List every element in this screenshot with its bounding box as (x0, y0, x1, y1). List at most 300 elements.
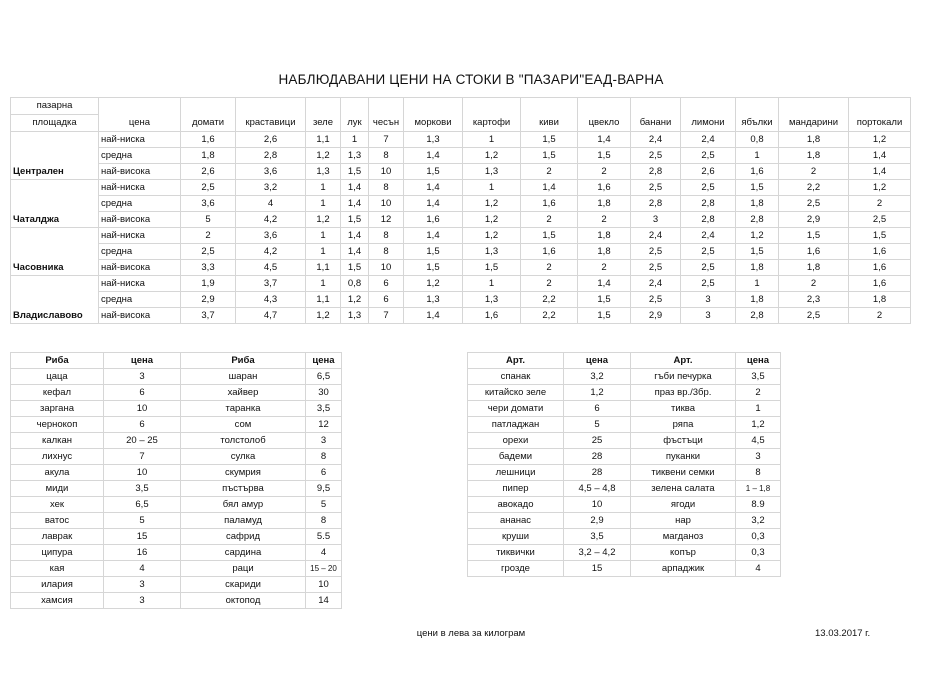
item-price: 3 (306, 433, 342, 449)
table-row (468, 513, 781, 529)
item-name: ципура (11, 545, 104, 561)
price-value: 1,5 (341, 260, 369, 276)
item-price: 4 (104, 561, 181, 577)
table-row (468, 369, 781, 385)
header-price: цена (306, 353, 342, 369)
price-value: 1,2 (463, 196, 521, 212)
item-price: 28 (564, 465, 631, 481)
price-value: 1,4 (341, 244, 369, 260)
item-name: бял амур (181, 497, 306, 513)
item-name: тиквени семки (631, 465, 736, 481)
price-value: 1,8 (578, 196, 631, 212)
item-name: акула (11, 465, 104, 481)
table-row (11, 545, 342, 561)
price-value: 2,2 (521, 308, 578, 324)
market-name: Владиславово (11, 308, 99, 324)
price-value: 3,6 (181, 196, 236, 212)
price-value: 1 (306, 196, 341, 212)
market-cell (11, 180, 99, 196)
price-value: 8 (369, 180, 404, 196)
item-price: 5 (306, 497, 342, 513)
item-price: 4,5 – 4,8 (564, 481, 631, 497)
item-name: чернокоп (11, 417, 104, 433)
item-name: сулка (181, 449, 306, 465)
price-type: най-ниска (99, 228, 181, 244)
price-value: 2 (578, 164, 631, 180)
item-name: таранка (181, 401, 306, 417)
price-value: 1,1 (306, 260, 341, 276)
table-row (468, 497, 781, 513)
price-value: 6 (369, 276, 404, 292)
price-value: 2 (578, 212, 631, 228)
price-value: 1,8 (736, 292, 779, 308)
price-value: 2,8 (631, 164, 681, 180)
header-product: моркови (404, 98, 463, 132)
item-price: 3,2 (564, 369, 631, 385)
header-product: зеле (306, 98, 341, 132)
price-value: 1,4 (521, 180, 578, 196)
price-value: 1,3 (404, 132, 463, 148)
price-value: 1 (736, 276, 779, 292)
price-value: 2 (521, 212, 578, 228)
price-value: 3,6 (236, 228, 306, 244)
item-name: круши (468, 529, 564, 545)
price-value: 1,8 (578, 244, 631, 260)
price-type: най-висока (99, 260, 181, 276)
price-value: 1,2 (404, 276, 463, 292)
price-value: 1,8 (578, 228, 631, 244)
price-value: 4,7 (236, 308, 306, 324)
price-type: най-ниска (99, 276, 181, 292)
item-price: 7 (104, 449, 181, 465)
header-product: ябълки (736, 98, 779, 132)
item-price: 16 (104, 545, 181, 561)
item-name: лаврак (11, 529, 104, 545)
item-name: гъби печурка (631, 369, 736, 385)
price-value: 2,5 (681, 260, 736, 276)
price-value: 1,8 (779, 148, 849, 164)
item-price: 3,5 (736, 369, 781, 385)
market-cell (11, 148, 99, 164)
item-name: спанак (468, 369, 564, 385)
market-cell (11, 132, 99, 148)
header-price: цена (99, 98, 181, 132)
table-row (11, 292, 911, 308)
item-price: 14 (306, 593, 342, 609)
table-row (11, 369, 342, 385)
price-value: 2,4 (631, 132, 681, 148)
price-value: 2,5 (631, 180, 681, 196)
item-name: заргана (11, 401, 104, 417)
price-value: 1 (463, 132, 521, 148)
price-value: 2,5 (779, 196, 849, 212)
item-name: магданоз (631, 529, 736, 545)
price-value: 4,2 (236, 212, 306, 228)
item-name: грозде (468, 561, 564, 577)
price-value: 2,5 (849, 212, 911, 228)
price-value: 1,6 (181, 132, 236, 148)
price-value: 4 (236, 196, 306, 212)
price-value: 1,3 (341, 308, 369, 324)
header-item: Риба (181, 353, 306, 369)
price-value: 1 (306, 180, 341, 196)
price-type: средна (99, 196, 181, 212)
price-value: 1,5 (404, 260, 463, 276)
item-price: 8 (736, 465, 781, 481)
price-value: 1,1 (306, 132, 341, 148)
price-value: 1,6 (736, 164, 779, 180)
table-row (11, 577, 342, 593)
market-cell (11, 276, 99, 292)
price-value: 1,3 (341, 148, 369, 164)
item-price: 3 (104, 369, 181, 385)
price-value: 5 (181, 212, 236, 228)
price-value: 1 (463, 276, 521, 292)
header-item: Арт. (468, 353, 564, 369)
item-price: 8 (306, 449, 342, 465)
table-row (11, 132, 911, 148)
report-date: 13.03.2017 г. (815, 628, 871, 639)
item-name: тиква (631, 401, 736, 417)
market-cell (11, 196, 99, 212)
price-value: 1,5 (341, 212, 369, 228)
price-value: 1,5 (736, 244, 779, 260)
item-price: 2,9 (564, 513, 631, 529)
price-type: най-висока (99, 308, 181, 324)
price-value: 7 (369, 132, 404, 148)
header-product: банани (631, 98, 681, 132)
price-value: 3 (631, 212, 681, 228)
price-value: 1,8 (779, 260, 849, 276)
price-value: 7 (369, 308, 404, 324)
price-value: 1,6 (521, 244, 578, 260)
item-name: лихнус (11, 449, 104, 465)
item-name: кефал (11, 385, 104, 401)
price-value: 2,6 (681, 164, 736, 180)
price-value: 2,6 (236, 132, 306, 148)
item-name: орехи (468, 433, 564, 449)
item-price: 12 (306, 417, 342, 433)
price-value: 1,2 (849, 180, 911, 196)
price-value: 3,2 (236, 180, 306, 196)
table-row (11, 593, 342, 609)
price-value: 2,8 (681, 196, 736, 212)
price-value: 1,2 (463, 212, 521, 228)
price-value: 2,2 (779, 180, 849, 196)
item-price: 0,3 (736, 545, 781, 561)
item-name: хек (11, 497, 104, 513)
price-value: 2,4 (631, 228, 681, 244)
header-product: краставици (236, 98, 306, 132)
item-price: 20 – 25 (104, 433, 181, 449)
price-value: 2,5 (681, 276, 736, 292)
header-product: мандарини (779, 98, 849, 132)
item-name: фъстъци (631, 433, 736, 449)
price-value: 2,9 (779, 212, 849, 228)
header-row (11, 353, 342, 369)
table-row (11, 164, 911, 180)
price-value: 1,5 (404, 244, 463, 260)
table-row (11, 529, 342, 545)
header-product: картофи (463, 98, 521, 132)
price-value: 1,6 (463, 308, 521, 324)
item-price: 6 (564, 401, 631, 417)
price-value: 2,3 (779, 292, 849, 308)
price-value: 2 (849, 196, 911, 212)
header-price: цена (104, 353, 181, 369)
table-row (11, 513, 342, 529)
price-type: най-висока (99, 212, 181, 228)
table-row (468, 561, 781, 577)
item-price: 10 (104, 401, 181, 417)
table-row (11, 385, 342, 401)
item-price: 15 – 20 (306, 561, 342, 577)
price-value: 10 (369, 260, 404, 276)
price-value: 1,4 (404, 196, 463, 212)
price-value: 8 (369, 244, 404, 260)
item-name: сардина (181, 545, 306, 561)
price-value: 1,4 (404, 180, 463, 196)
item-name: лешници (468, 465, 564, 481)
price-value: 2 (779, 276, 849, 292)
price-value: 1 (306, 228, 341, 244)
item-name: хайвер (181, 385, 306, 401)
price-value: 10 (369, 196, 404, 212)
header-product: цвекло (578, 98, 631, 132)
price-value: 8 (369, 148, 404, 164)
item-price: 6 (104, 417, 181, 433)
item-price: 4 (306, 545, 342, 561)
price-value: 2,8 (631, 196, 681, 212)
item-price: 6,5 (104, 497, 181, 513)
price-value: 2,9 (181, 292, 236, 308)
price-value: 3 (681, 292, 736, 308)
table-row (11, 276, 911, 292)
table-row (468, 417, 781, 433)
header-row (11, 98, 911, 115)
item-name: праз вр./3бр. (631, 385, 736, 401)
price-value: 1 (463, 180, 521, 196)
price-value: 2,4 (631, 276, 681, 292)
item-price: 1 – 1,8 (736, 481, 781, 497)
market-cell (11, 228, 99, 244)
price-value: 3,3 (181, 260, 236, 276)
market-name: Централен (11, 164, 99, 180)
price-value: 1,9 (181, 276, 236, 292)
price-value: 2,5 (631, 292, 681, 308)
item-price: 5.5 (306, 529, 342, 545)
item-name: шаран (181, 369, 306, 385)
page-title: НАБЛЮДАВАНИ ЦЕНИ НА СТОКИ В "ПАЗАРИ"ЕАД-ВАРНА (278, 72, 664, 87)
price-value: 1 (306, 244, 341, 260)
item-price: 10 (306, 577, 342, 593)
header-market-top: пазарна (11, 98, 99, 115)
price-value: 1,5 (578, 308, 631, 324)
table-row (11, 148, 911, 164)
item-name: бадеми (468, 449, 564, 465)
price-value: 2,5 (631, 260, 681, 276)
price-value: 2,5 (631, 244, 681, 260)
item-name: раци (181, 561, 306, 577)
table-row (11, 449, 342, 465)
price-value: 1 (306, 276, 341, 292)
item-name: паламуд (181, 513, 306, 529)
header-market: площадка (11, 115, 99, 132)
item-name: пъстърва (181, 481, 306, 497)
table-row (11, 561, 342, 577)
item-name: миди (11, 481, 104, 497)
price-value: 2,5 (681, 180, 736, 196)
item-name: сом (181, 417, 306, 433)
header-row (468, 353, 781, 369)
price-value: 2 (521, 164, 578, 180)
price-value: 1,5 (521, 148, 578, 164)
price-value: 2 (521, 276, 578, 292)
table-row (11, 260, 911, 276)
item-name: тиквички (468, 545, 564, 561)
header-product: домати (181, 98, 236, 132)
header-price: цена (736, 353, 781, 369)
price-value: 3,7 (181, 308, 236, 324)
item-price: 3,5 (104, 481, 181, 497)
price-value: 1,3 (463, 244, 521, 260)
item-price: 2 (736, 385, 781, 401)
price-value: 1,2 (306, 212, 341, 228)
item-price: 1 (736, 401, 781, 417)
price-value: 1,6 (849, 244, 911, 260)
table-row (11, 417, 342, 433)
item-name: илария (11, 577, 104, 593)
price-value: 1,8 (181, 148, 236, 164)
header-item: Риба (11, 353, 104, 369)
fish-prices-table (10, 352, 342, 609)
price-value: 2,6 (181, 164, 236, 180)
table-row (11, 465, 342, 481)
header-product: киви (521, 98, 578, 132)
units-note: цени в лева за килограм (416, 628, 526, 639)
price-value: 2,5 (181, 180, 236, 196)
price-type: най-ниска (99, 132, 181, 148)
item-name: ананас (468, 513, 564, 529)
table-row (11, 180, 911, 196)
market-cell (11, 244, 99, 260)
market-name: Чаталджа (11, 212, 99, 228)
item-price: 10 (564, 497, 631, 513)
price-value: 1,4 (849, 164, 911, 180)
price-value: 2,5 (681, 148, 736, 164)
price-value: 1,3 (463, 164, 521, 180)
price-value: 1,4 (341, 180, 369, 196)
table-row (11, 212, 911, 228)
item-price: 15 (564, 561, 631, 577)
item-price: 3 (736, 449, 781, 465)
item-name: пипер (468, 481, 564, 497)
table-row (468, 385, 781, 401)
item-name: авокадо (468, 497, 564, 513)
price-value: 1,6 (849, 260, 911, 276)
price-value: 1,2 (306, 148, 341, 164)
price-value: 1 (736, 148, 779, 164)
item-name: толстолоб (181, 433, 306, 449)
item-name: хамсия (11, 593, 104, 609)
item-name: скумрия (181, 465, 306, 481)
item-name: кая (11, 561, 104, 577)
price-value: 3,7 (236, 276, 306, 292)
item-name: чери домати (468, 401, 564, 417)
price-value: 2 (578, 260, 631, 276)
price-value: 1,3 (404, 292, 463, 308)
table-row (468, 433, 781, 449)
price-value: 1,2 (463, 148, 521, 164)
table-row (468, 529, 781, 545)
price-value: 1,2 (341, 292, 369, 308)
item-price: 3 (104, 577, 181, 593)
other-items-prices-table (467, 352, 781, 577)
table-row (468, 465, 781, 481)
item-price: 6 (104, 385, 181, 401)
table-row (468, 401, 781, 417)
price-value: 1,4 (578, 132, 631, 148)
header-item: Арт. (631, 353, 736, 369)
price-value: 1,2 (849, 132, 911, 148)
table-row (11, 244, 911, 260)
price-value: 0,8 (341, 276, 369, 292)
item-price: 3,5 (306, 401, 342, 417)
price-value: 2,2 (521, 292, 578, 308)
table-row (11, 481, 342, 497)
price-value: 1,5 (404, 164, 463, 180)
item-price: 3 (104, 593, 181, 609)
item-name: ватос (11, 513, 104, 529)
item-price: 5 (564, 417, 631, 433)
table-row (11, 308, 911, 324)
item-price: 4,5 (736, 433, 781, 449)
price-value: 2 (181, 228, 236, 244)
price-value: 1,5 (779, 228, 849, 244)
price-value: 1,5 (521, 228, 578, 244)
table-row (468, 449, 781, 465)
item-name: копър (631, 545, 736, 561)
table-row (11, 196, 911, 212)
price-value: 1,2 (306, 308, 341, 324)
price-value: 1,6 (849, 276, 911, 292)
item-name: патладжан (468, 417, 564, 433)
item-price: 3,5 (564, 529, 631, 545)
item-price: 6 (306, 465, 342, 481)
price-value: 2,8 (736, 212, 779, 228)
price-value: 2 (779, 164, 849, 180)
price-value: 2,8 (681, 212, 736, 228)
item-price: 25 (564, 433, 631, 449)
market-prices-table (10, 97, 911, 324)
market-name: Часовника (11, 260, 99, 276)
price-value: 4,2 (236, 244, 306, 260)
price-type: средна (99, 292, 181, 308)
header-product: портокали (849, 98, 911, 132)
header-product: лимони (681, 98, 736, 132)
price-value: 1,4 (404, 308, 463, 324)
table-row (11, 401, 342, 417)
price-value: 1,6 (404, 212, 463, 228)
header-product: чесън (369, 98, 404, 132)
item-price: 3,2 (736, 513, 781, 529)
price-value: 1,3 (463, 292, 521, 308)
item-price: 1,2 (736, 417, 781, 433)
price-value: 1,4 (341, 228, 369, 244)
price-value: 1,5 (849, 228, 911, 244)
item-price: 1,2 (564, 385, 631, 401)
price-value: 1,2 (736, 228, 779, 244)
